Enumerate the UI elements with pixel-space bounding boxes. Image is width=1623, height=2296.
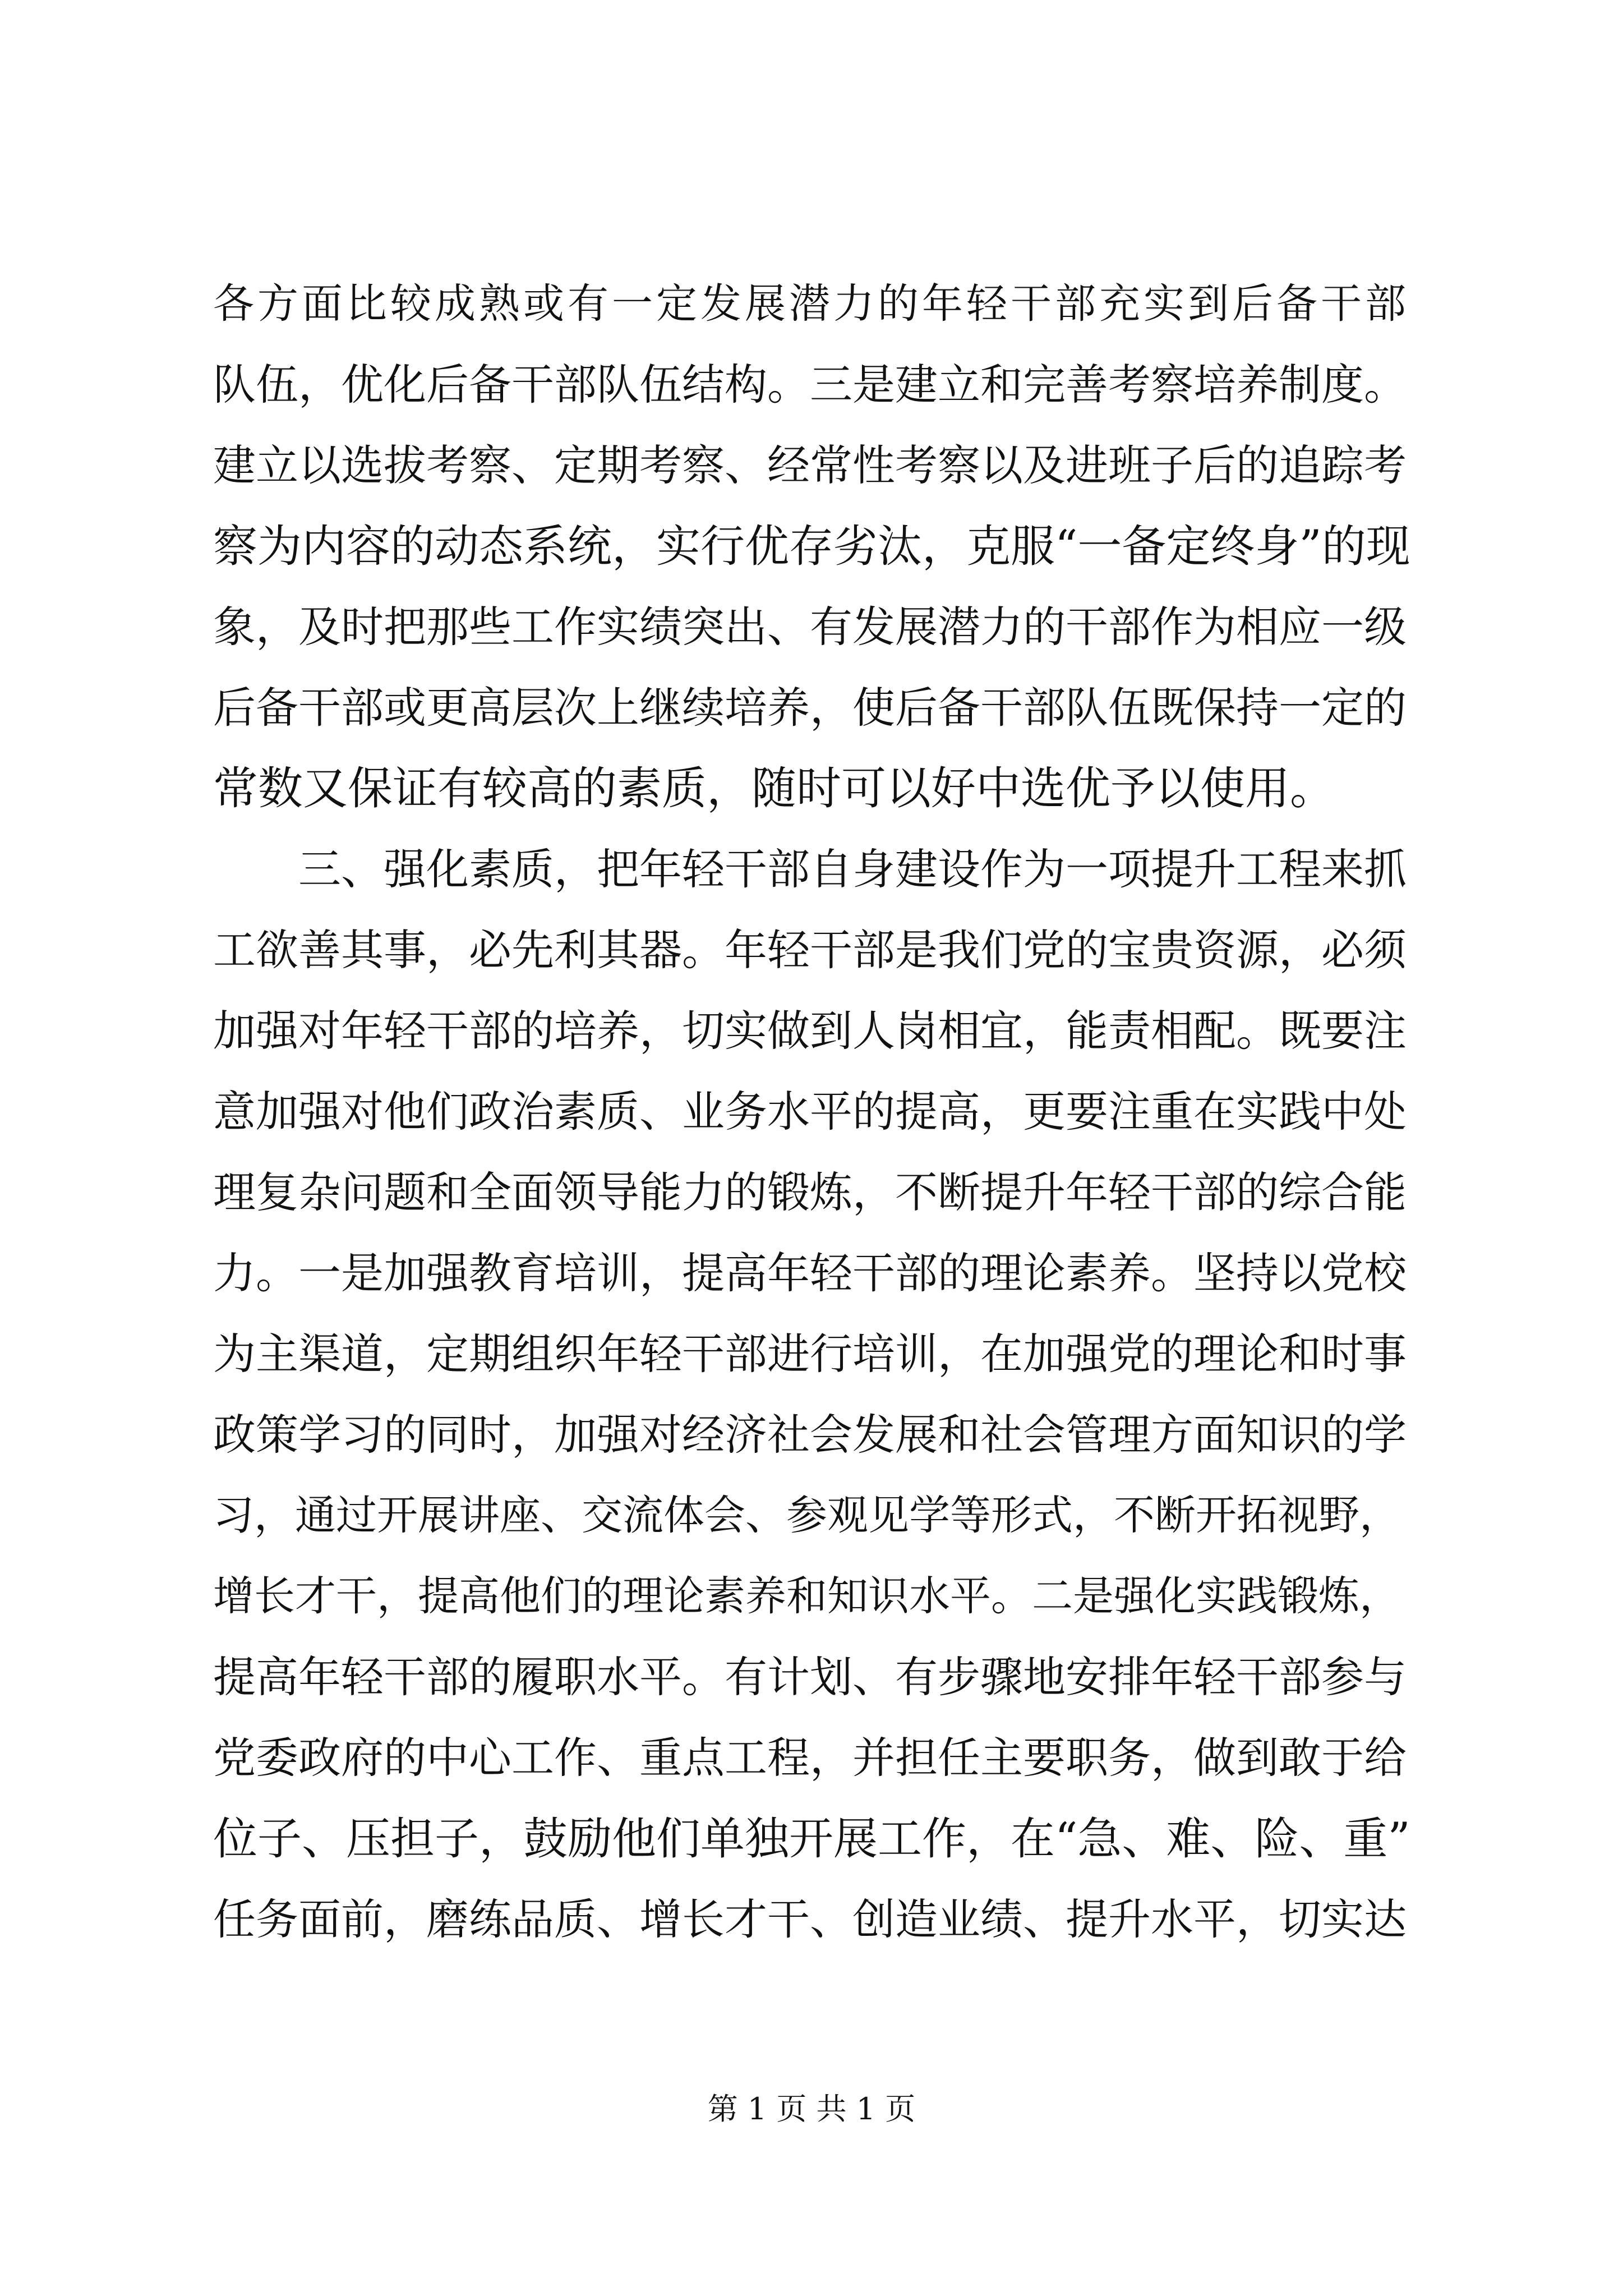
text-line: 象，及时把那些工作实绩突出、有发展潜力的干部作为相应一级 bbox=[213, 602, 1407, 652]
text-line: 建立以选拔考察、定期考察、经常性考察以及进班子后的追踪考 bbox=[213, 440, 1407, 490]
page-footer: 第 1 页 共 1 页 bbox=[707, 2091, 916, 2127]
text-line: 党委政府的中心工作、重点工程，并担任主要职务，做到敢于给 bbox=[213, 1733, 1407, 1783]
text-line: 队伍，优化后备干部队伍结构。三是建立和完善考察培养制度。 bbox=[213, 360, 1407, 409]
text-line: 后备干部或更高层次上继续培养，使后备干部队伍既保持一定的 bbox=[213, 683, 1407, 733]
text-line: 加强对年轻干部的培养，切实做到人岗相宜，能责相配。既要注 bbox=[213, 1006, 1407, 1056]
text-line: 政策学习的同时，加强对经济社会发展和社会管理方面知识的学 bbox=[213, 1410, 1407, 1460]
text-line: 常数又保证有较高的素质，随时可以好中选优予以使用。 bbox=[213, 762, 1335, 815]
text-line: 习，通过开展讲座、交流体会、参观见学等形式，不断开拓视野， bbox=[213, 1492, 1400, 1539]
text-line: 察为内容的动态系统，实行优存劣汰，克服“一备定终身”的现 bbox=[213, 521, 1410, 572]
text-line: 位子、压担子，鼓励他们单独开展工作，在“急、难、险、重” bbox=[213, 1813, 1410, 1865]
text-line: 理复杂问题和全面领导能力的锻炼，不断提升年轻干部的综合能 bbox=[213, 1167, 1407, 1217]
body-text bbox=[213, 264, 1413, 1960]
text-line: 为主渠道，定期组织年轻干部进行培训，在加强党的理论和时事 bbox=[213, 1329, 1407, 1379]
text-line: 意加强对他们政治素质、业务水平的提高，更要注重在实践中处 bbox=[213, 1087, 1407, 1137]
text-line: 提高年轻干部的履职水平。有计划、有步骤地安排年轻干部参与 bbox=[213, 1652, 1407, 1702]
text-line: 任务面前，磨练品质、增长才干、创造业绩、提升水平，切实达 bbox=[213, 1894, 1407, 1944]
section-heading-line: 三、强化素质，把年轻干部自身建设作为一项提升工程来抓 bbox=[213, 844, 1407, 894]
text-line: 力。一是加强教育培训，提高年轻干部的理论素养。坚持以党校 bbox=[213, 1248, 1407, 1298]
text-line: 工欲善其事，必先利其器。年轻干部是我们党的宝贵资源，必须 bbox=[213, 925, 1407, 975]
text-line: 增长才干，提高他们的理论素养和知识水平。二是强化实践锻炼， bbox=[213, 1572, 1400, 1620]
text-line: 各方面比较成熟或有一定发展潜力的年轻干部充实到后备干部 bbox=[213, 280, 1409, 328]
